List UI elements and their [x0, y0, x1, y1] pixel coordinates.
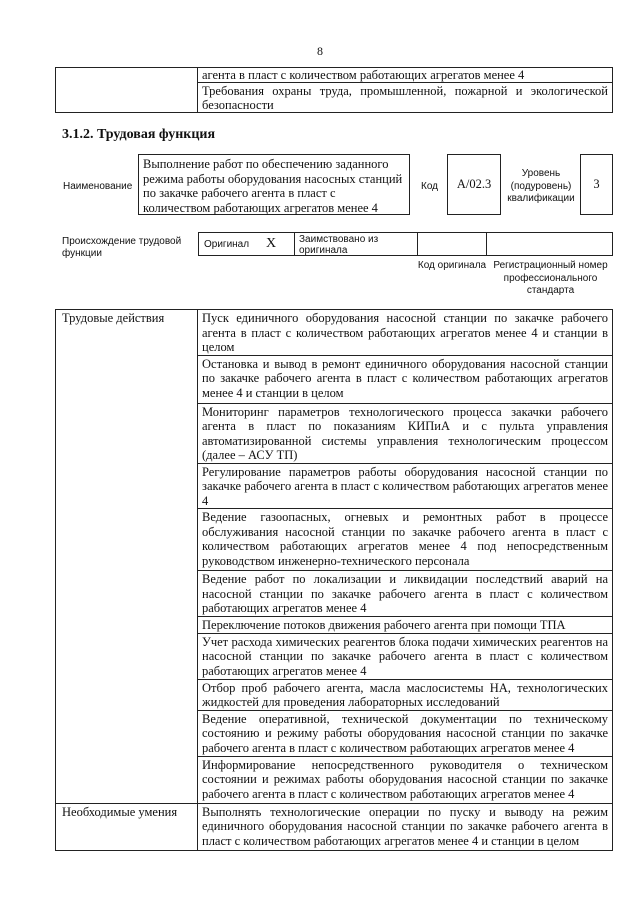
labor-action-item: Информирование непосредственного руководителя о техническом состоянии и режимах работы оборудования насосной станции по закачке рабочего агента в пласт с количеством работающих агрегатов менее 4	[198, 756, 613, 803]
borrowed-cell	[295, 233, 418, 255]
labor-actions-header: Трудовые действия	[56, 310, 198, 804]
labor-action-item: Мониторинг параметров технологического процесса закачки рабочего агента в пласт по показаниям КИПиА и с пульта управления автоматизированной системы управления технологическим процессом (далее – АСУ ТП)	[198, 403, 613, 463]
labor-action-item: Переключение потоков движения рабочего агента при помощи ТПА	[198, 617, 613, 634]
table-row	[56, 310, 613, 356]
table-row	[56, 68, 613, 83]
function-name-box: Выполнение работ по обеспечению заданного режима работы оборудования насосных станций по закачке рабочего агента в пласт с количеством работающих агрегатов менее 4	[138, 154, 410, 215]
code-origin-caption: Код оригинала	[417, 260, 487, 271]
reg-number-caption: Регистрационный номер профессионального стандарта	[493, 260, 608, 296]
level-label: Уровень (подуровень) квалификации	[507, 168, 575, 204]
reg-number-cell	[487, 233, 612, 255]
required-skills-header: Необходимые умения	[56, 803, 198, 850]
continuation-table	[55, 67, 613, 113]
code-origin-cell	[418, 233, 487, 255]
empty-cell	[56, 68, 198, 113]
original-label: Оригинал	[204, 239, 250, 250]
required-skill-item: Выполнять технологические операции по пуску и выводу на режим единичного оборудования насосной станции по закачке рабочего агента в пласт с количеством работающих агрегатов менее 4 и станции в целом	[198, 803, 613, 850]
labor-action-item: Пуск единичного оборудования насосной станции по закачке рабочего агента в пласт с количеством работающих агрегатов менее 4 и станции в целом	[198, 310, 613, 356]
labor-action-item: Ведение газоопасных, огневых и ремонтных работ в процессе обслуживания насосной станции по закачке рабочего агента в пласт с количеством работающих агрегатов менее 4 под непосредственным руководством инженерно-технического персонала	[198, 509, 613, 571]
table-cell: агента в пласт с количеством работающих агрегатов менее 4	[198, 68, 613, 83]
level-box	[580, 154, 613, 215]
section-title: 3.1.2. Трудовая функция	[62, 127, 216, 142]
labor-action-item: Отбор проб рабочего агента, масла маслосистемы НА, технологических жидкостей для проведения лабораторных исследований	[198, 679, 613, 710]
original-mark: X	[266, 236, 277, 251]
table-row	[56, 803, 613, 850]
labor-action-item: Ведение оперативной, технической документации по техническому состоянию и режиму работы оборудования насосной станции по закачке рабочего агента в пласт с количеством работающих агрегатов менее 4	[198, 710, 613, 756]
function-code-value: A/02.3	[456, 177, 492, 191]
name-label: Наименование	[63, 181, 133, 192]
origin-box	[198, 232, 613, 256]
table-cell: Требования охраны труда, промышленной, пожарной и экологической безопасности	[198, 83, 613, 113]
function-code-box	[447, 154, 501, 215]
labor-table	[55, 309, 613, 851]
level-value: 3	[593, 177, 600, 191]
borrowed-label: Заимствовано из оригинала	[299, 234, 379, 256]
original-cell	[199, 233, 295, 255]
labor-action-item: Ведение работ по локализации и ликвидации последствий аварий на насосной станции по закачке рабочего агента в пласт с количеством работающих агрегатов менее 4	[198, 571, 613, 617]
labor-action-item: Учет расхода химических реагентов блока подачи химических реагентов на насосной станции по закачке рабочего агента в пласт с количеством работающих агрегатов менее 4	[198, 633, 613, 679]
labor-action-item: Остановка и вывод в ремонт единичного оборудования насосной станции по закачке рабочего агента в пласт с количеством работающих агрегатов менее 4 и станции в целом	[198, 355, 613, 403]
code-label: Код	[421, 181, 439, 192]
origin-label: Происхождение трудовой функции	[62, 236, 182, 259]
page-number: 8	[317, 44, 323, 58]
labor-action-item: Регулирование параметров работы оборудования насосной станции по закачке рабочего агента в пласт с количеством работающих агрегатов менее 4	[198, 463, 613, 509]
